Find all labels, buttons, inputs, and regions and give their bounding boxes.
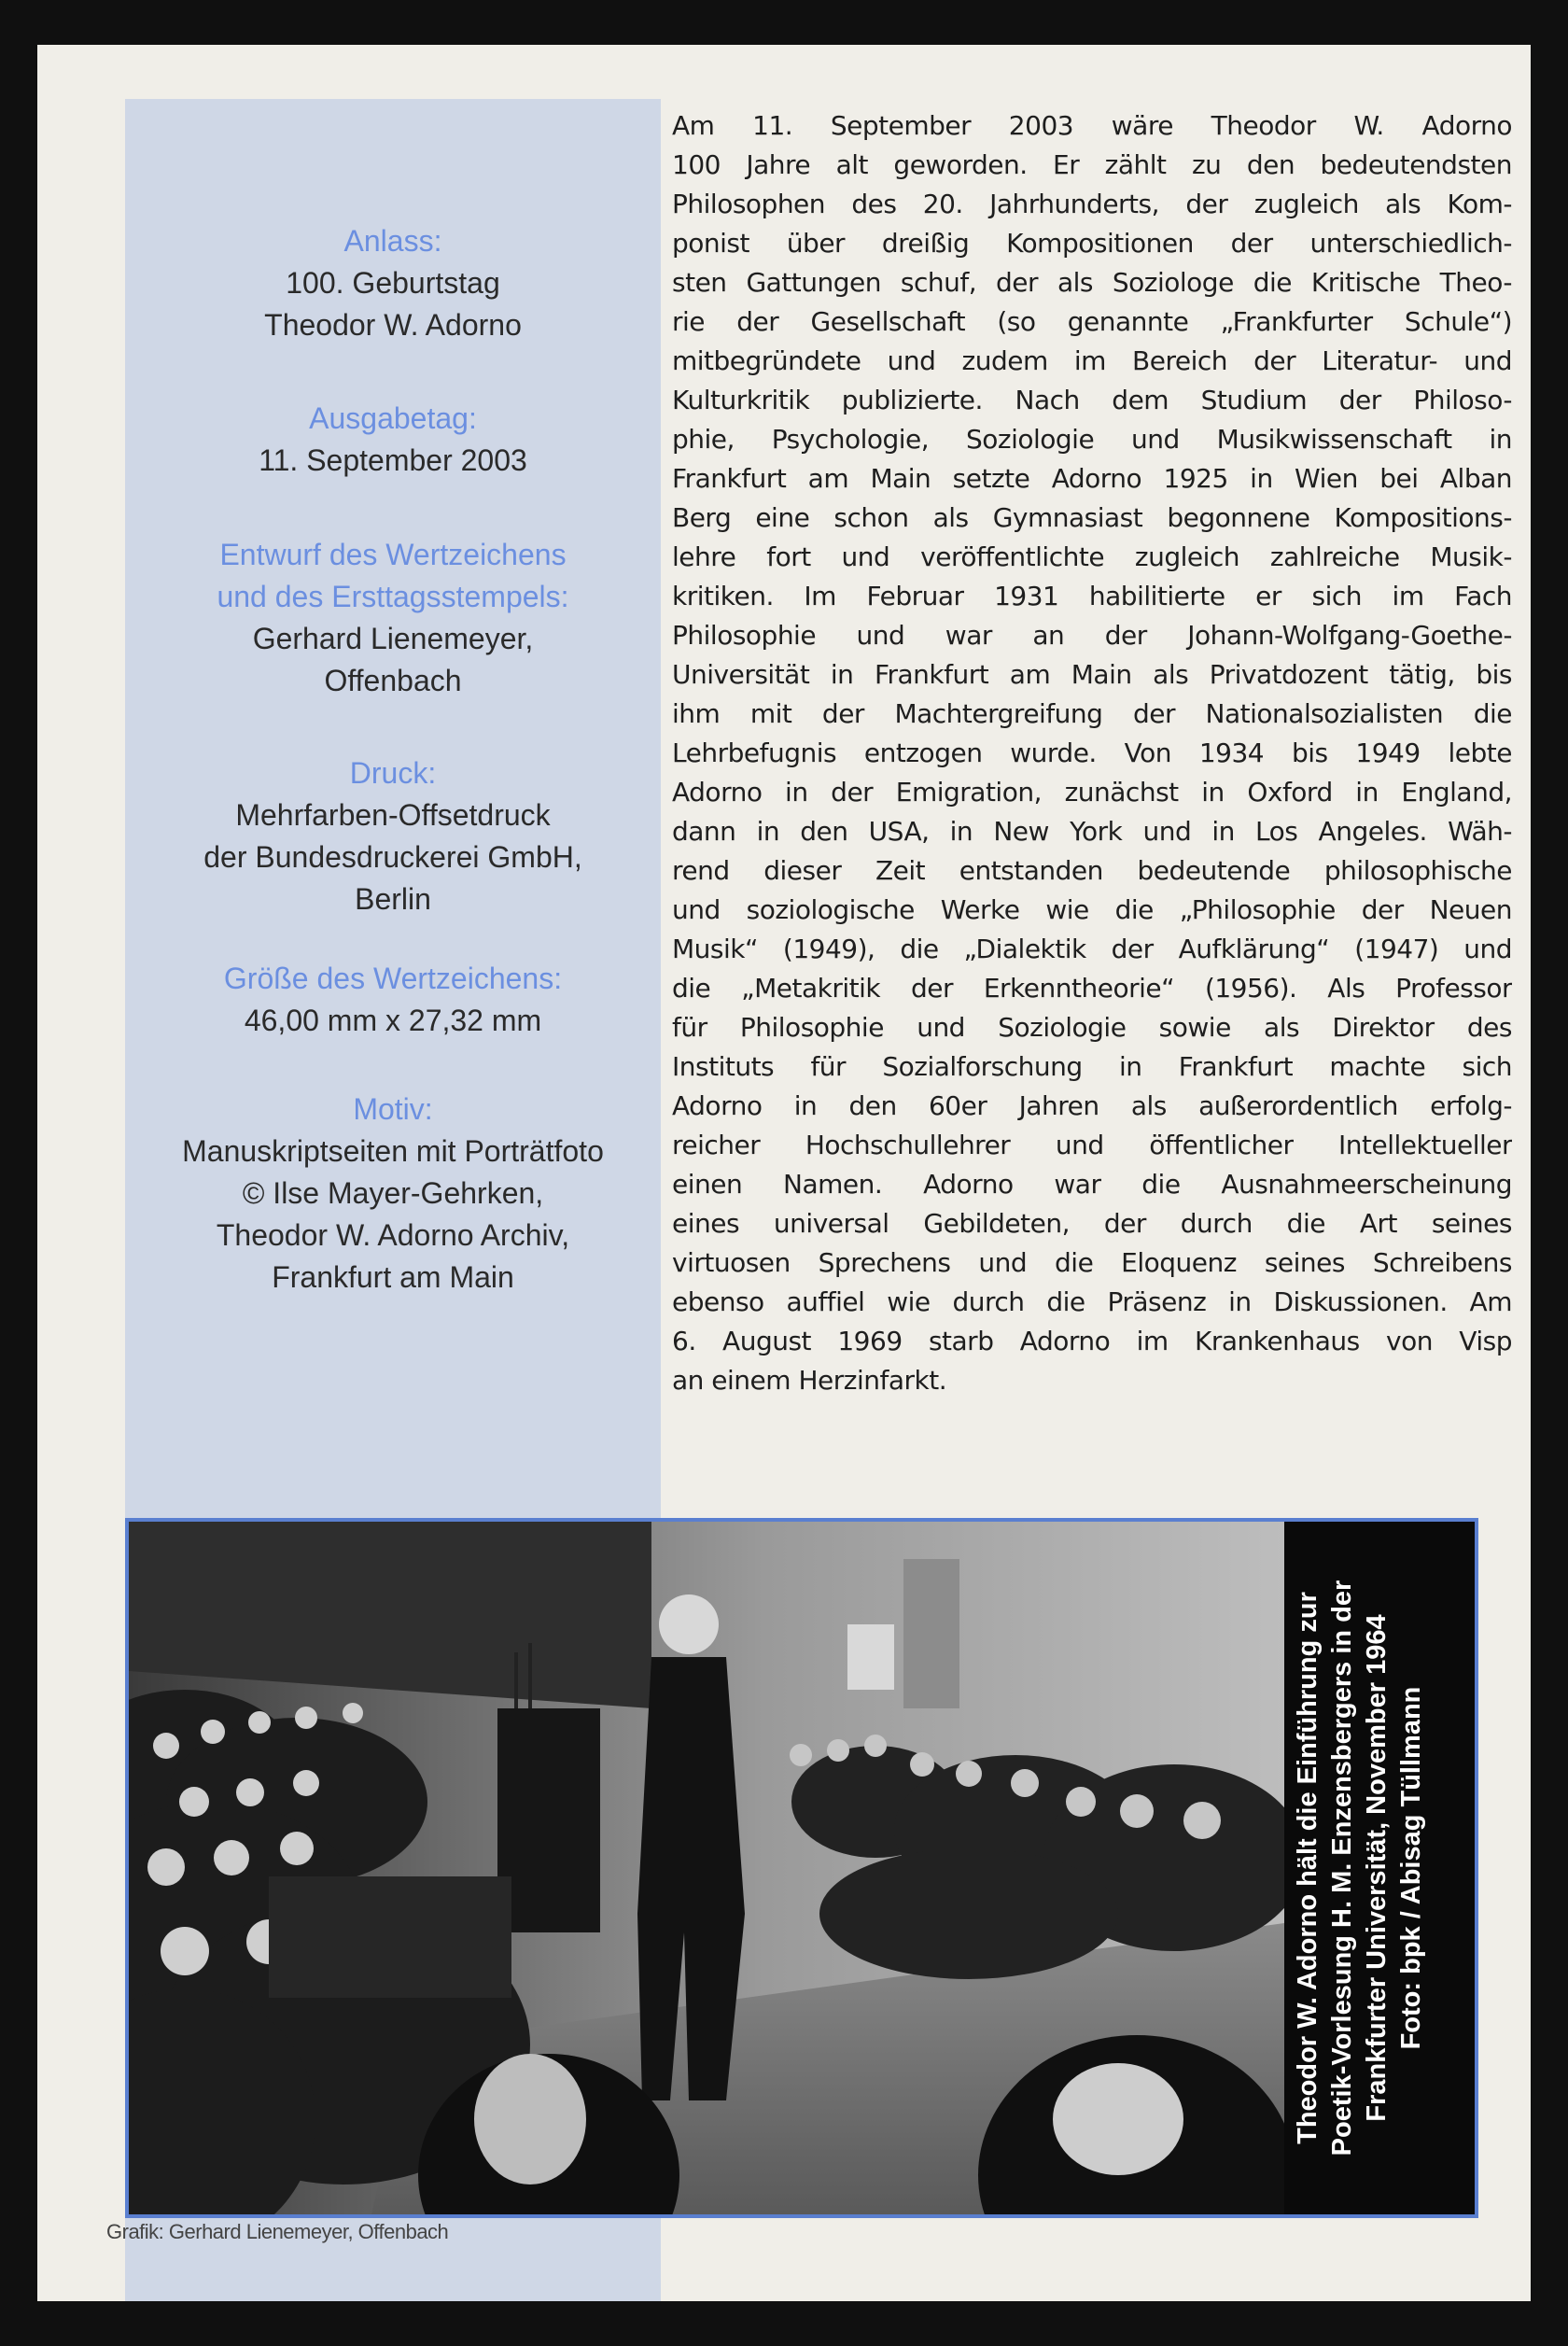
info-label: Anlass: [343,224,442,258]
article-line: 6. August 1969 starb Adorno im Krankenhaus von Visp [672,1326,1512,1356]
article-line: 100 Jahre alt geworden. Er zählt zu den bedeutendsten [672,149,1512,180]
info-block-issue-date [125,398,661,482]
article-line: ponist über dreißig Kompositionen der unterschiedlich- [672,228,1512,259]
article-line: die „Metakritik der Erkenntheorie“ (1956). Als Professor [672,973,1512,1004]
lecture-photo-image [129,1522,1284,2214]
info-value: Mehrfarben-Offsetdruck [235,798,551,832]
article-line: lehre fort und veröffentlichte zugleich zahlreiche Musik- [672,541,1512,572]
caption-line: Theodor W. Adorno hält die Einführung zur [1293,1592,1323,2144]
article-line: ihm mit der Machtergreifung der Nationalsozialisten die [672,698,1512,729]
info-block-motif [125,1089,661,1299]
article-line: Philosophie und war an der Johann-Wolfgang-Goethe- [672,620,1512,651]
info-value: Berlin [355,882,431,916]
article-line: Kulturkritik publizierte. Nach dem Studium der Philoso- [672,385,1512,415]
article-line: ebenso auffiel wie durch die Präsenz in Diskussionen. Am [672,1286,1512,1317]
info-sheet [37,45,1531,2301]
caption-line: Poetik-Vorlesung H. M. Enzensbergers in der [1327,1580,1357,2156]
info-value: 11. September 2003 [259,443,527,477]
article-line: und soziologische Werke wie die „Philosophie der Neuen [672,894,1512,925]
info-value: Frankfurt am Main [272,1260,514,1294]
article-line: rie der Gesellschaft (so genannte „Frankfurter Schule“) [672,306,1512,337]
article-line: Am 11. September 2003 wäre Theodor W. Adorno [672,110,1512,141]
caption-line: Frankfurter Universität, November 1964 [1362,1614,1392,2122]
article-line: an einem Herzinfarkt. [672,1365,947,1396]
info-block-design [125,534,661,702]
article-line: Philosophen des 20. Jahrhunderts, der zugleich als Kom- [672,189,1512,219]
info-label: Druck: [349,756,437,790]
info-value: Manuskriptseiten mit Porträtfoto [182,1134,604,1168]
article-line: Musik“ (1949), die „Dialektik der Aufklärung“ (1947) und [672,934,1512,964]
article-line: reicher Hochschullehrer und öffentlicher Intellektueller [672,1130,1512,1160]
info-label: Größe des Wertzeichens: [223,962,563,995]
article-line: rend dieser Zeit entstanden bedeutende philosophische [672,855,1512,886]
info-block-print [125,752,661,920]
article-line: sten Gattungen schuf, der als Soziologe die Kritische Theo- [672,267,1512,298]
info-label-line-2: und des Ersttagsstempels: [217,580,569,613]
photo-caption-box [1284,1522,1475,2214]
article-line: phie, Psychologie, Soziologie und Musikwissenschaft in [672,424,1512,455]
article-line: Adorno in den 60er Jahren als außerordentlich erfolg- [672,1090,1512,1121]
lecture-photo [125,1518,1478,2218]
article-line: Universität in Frankfurt am Main als Privatdozent tätig, bis [672,659,1512,690]
info-label: Ausgabetag: [309,401,477,435]
article-line: Frankfurt am Main setzte Adorno 1925 in Wien bei Alban [672,463,1512,494]
article-line: virtuosen Sprechens und die Eloquenz seines Schreibens [672,1247,1512,1278]
info-block-occasion [125,220,661,346]
article-line: eines universal Gebildeten, der durch die Art seines [672,1208,1512,1239]
article-text [672,106,1512,1400]
info-value: Gerhard Lienemeyer, [252,622,534,655]
info-block-size [125,958,661,1042]
article-line: kritiken. Im Februar 1931 habilitierte er sich im Fach [672,581,1512,611]
caption-line: Foto: bpk / Abisag Tüllmann [1396,1686,1426,2050]
article-line: Berg eine schon als Gymnasiast begonnene Kompositions- [672,502,1512,533]
info-value: der Bundesdruckerei GmbH, [203,840,582,874]
info-value: 46,00 mm x 27,32 mm [244,1004,542,1037]
photo-caption [1291,1532,1468,2204]
info-label [125,534,661,618]
info-value: Offenbach [324,664,462,697]
article-line: für Philosophie und Soziologie sowie als Direktor des [672,1012,1512,1043]
info-label: Motiv: [353,1092,433,1126]
graphic-credit: Grafik: Gerhard Lienemeyer, Offenbach [106,2220,449,2243]
article-line: dann in den USA, in New York und in Los Angeles. Wäh- [672,816,1512,847]
info-value: © Ilse Mayer-Gehrken, [242,1176,544,1210]
article-line: Lehrbefugnis entzogen wurde. Von 1934 bis 1949 lebte [672,738,1512,768]
article-line: einen Namen. Adorno war die Ausnahmeerscheinung [672,1169,1512,1200]
info-value: Theodor W. Adorno [264,308,522,342]
article-line: Instituts für Sozialforschung in Frankfurt machte sich [672,1051,1512,1082]
info-label-line-1: Entwurf des Wertzeichens [219,538,567,571]
article-line: Adorno in der Emigration, zunächst in Oxford in England, [672,777,1512,808]
info-value: 100. Geburtstag [286,266,500,300]
info-value: Theodor W. Adorno Archiv, [216,1218,570,1252]
article-line: mitbegründete und zudem im Bereich der Literatur- und [672,345,1512,376]
